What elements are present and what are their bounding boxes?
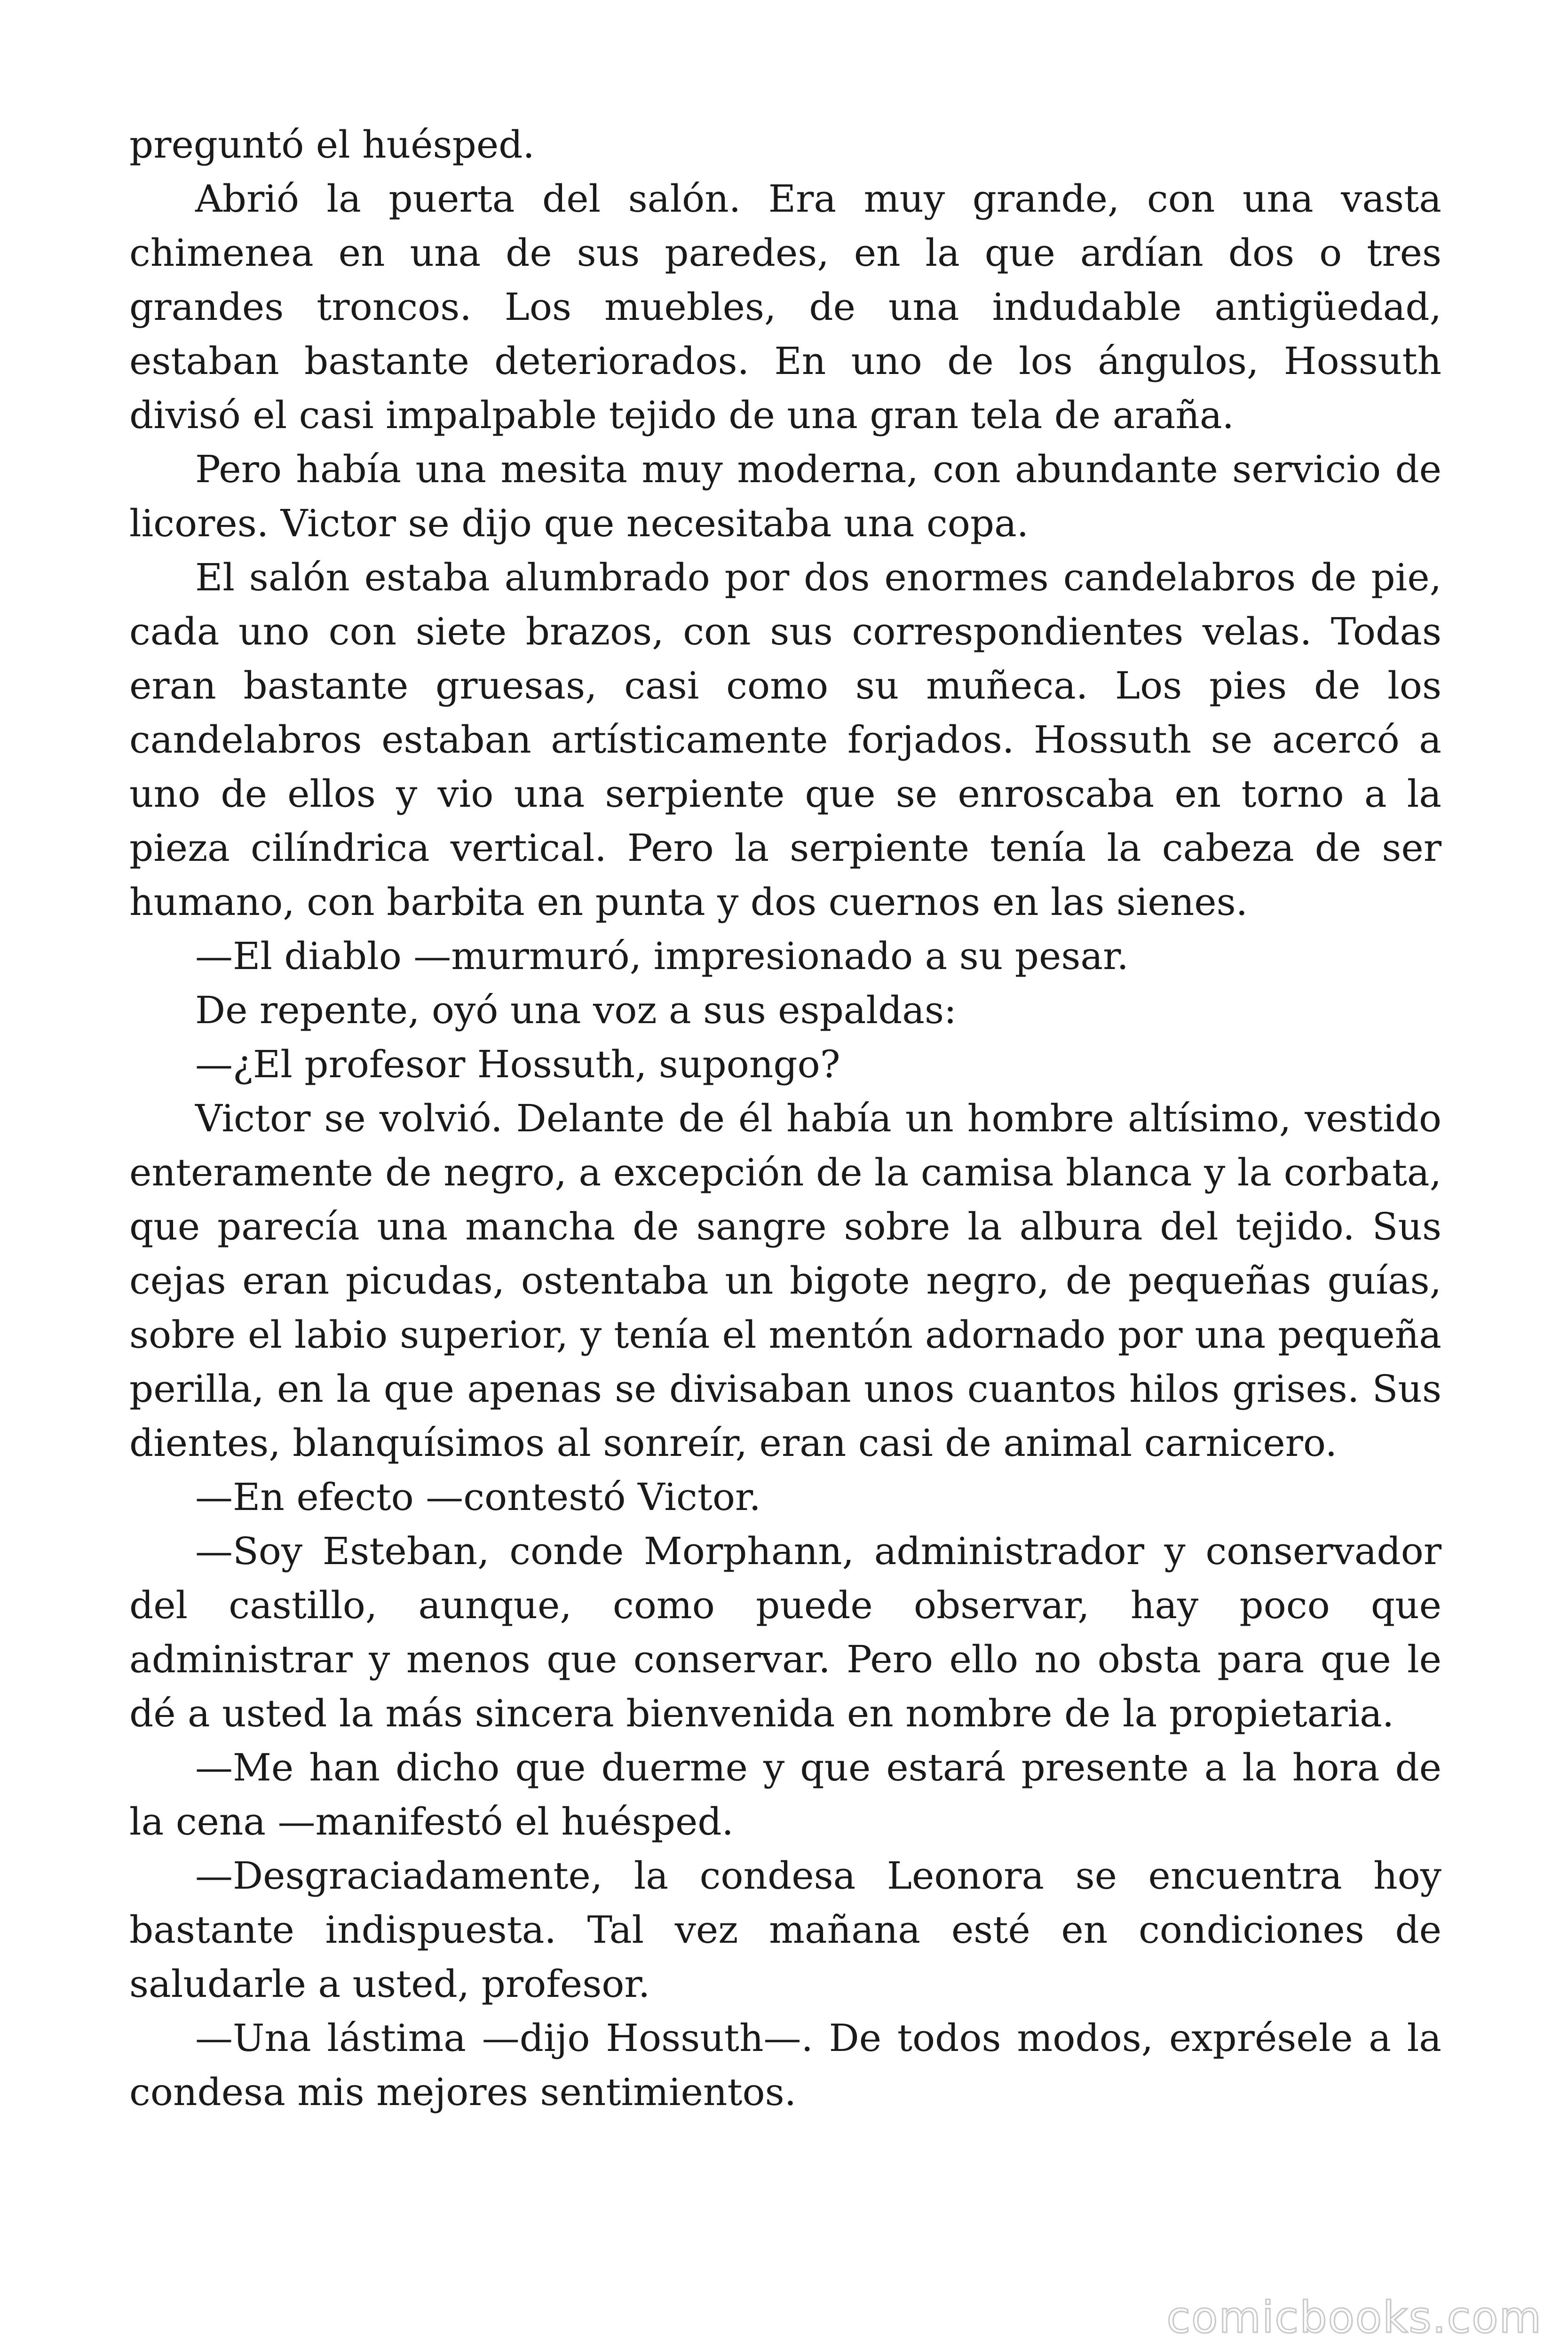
paragraph: Victor se volvió. Delante de él había un hombre altísimo, vestido enteramente de negro, a excepción de la camisa blanca y la corbata, que parecía una mancha de sangre sobre la albura del tejido. Sus cejas eran picudas, ostentaba un bigote negro, de pequeñas guías, sobre el labio superior, y tenía el mentón adornado por una pequeña perilla, en la que apenas se divisaban unos cuantos hilos grises. Sus dientes, blanquísimos al sonreír, eran casi de animal carnicero.: [129, 1097, 1441, 1465]
paragraph: —Soy Esteban, conde Morphann, administrador y conservador del castillo, aunque, como puede observar, hay poco que administrar y menos que conservar. Pero ello no obsta para que le dé a usted la más sincera bienvenida en nombre de la propietaria.: [129, 1529, 1441, 1735]
paragraph: —Una lástima —dijo Hossuth—. De todos modos, exprésele a la condesa mis mejores sentimientos.: [129, 2016, 1441, 2114]
paragraph: —El diablo —murmuró, impresionado a su pesar.: [195, 934, 1129, 978]
watermark: comicbooks.com: [1166, 2292, 1542, 2343]
body-text: [129, 118, 1441, 2119]
paragraph: —¿El profesor Hossuth, supongo?: [195, 1042, 840, 1086]
paragraph: Pero había una mesita muy moderna, con abundante servicio de licores. Victor se dijo que necesitaba una copa.: [129, 447, 1441, 545]
paragraph: preguntó el huésped.: [129, 123, 535, 167]
paragraph: —Desgraciadamente, la condesa Leonora se encuentra hoy bastante indispuesta. Tal vez mañana esté en condiciones de saludarle a usted, profesor.: [129, 1854, 1441, 2006]
paragraph: —En efecto —contestó Victor.: [195, 1475, 761, 1519]
paragraph: El salón estaba alumbrado por dos enormes candelabros de pie, cada uno con siete brazos, con sus correspondientes velas. Todas eran bastante gruesas, casi como su muñeca. Los pies de los candelabros estaban artísticamente forjados. Hossuth se acercó a uno de ellos y vio una serpiente que se enroscaba en torno a la pieza cilíndrica vertical. Pero la serpiente tenía la cabeza de ser humano, con barbita en punta y dos cuernos en las sienes.: [129, 556, 1441, 924]
paragraph: Abrió la puerta del salón. Era muy grande, con una vasta chimenea en una de sus paredes, en la que ardían dos o tres grandes troncos. Los muebles, de una indudable antigüedad, estaban bastante deteriorados. En uno de los ángulos, Hossuth divisó el casi impalpable tejido de una gran tela de araña.: [129, 177, 1441, 437]
paragraph: De repente, oyó una voz a sus espaldas:: [195, 988, 957, 1032]
paragraph: —Me han dicho que duerme y que estará presente a la hora de la cena —manifestó el huésped.: [129, 1746, 1441, 1843]
